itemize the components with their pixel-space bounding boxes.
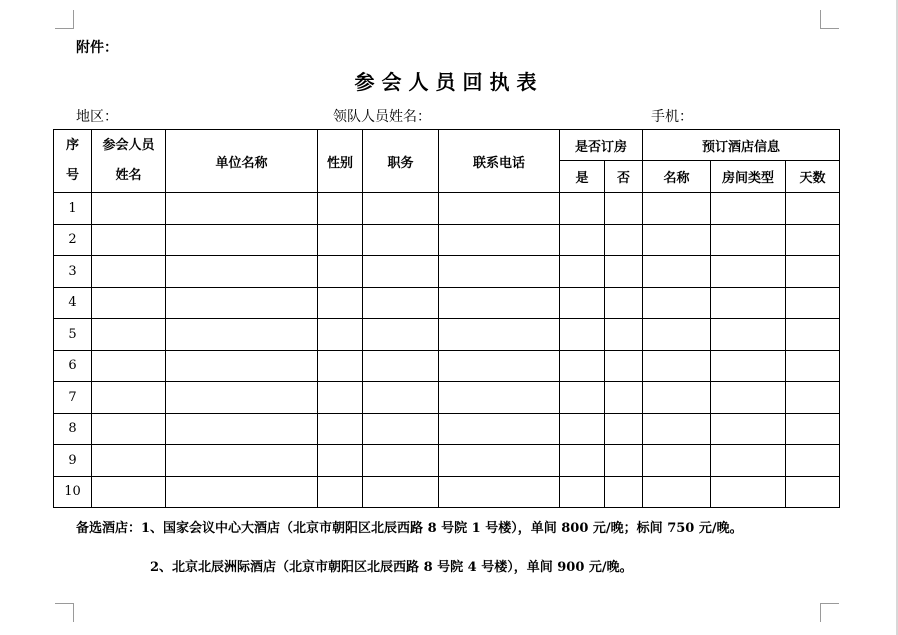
cell-contact-phone[interactable] (439, 413, 560, 445)
table-row (54, 224, 840, 256)
cell-contact-phone[interactable] (439, 256, 560, 288)
table-row (54, 287, 840, 319)
row-number: 8 (54, 413, 92, 445)
cell-gender[interactable] (318, 256, 363, 288)
cell-days[interactable] (786, 413, 840, 445)
cell-hotel-name[interactable] (643, 476, 711, 508)
row-number: 9 (54, 445, 92, 477)
document-title: 参会人员回执表 (354, 70, 544, 94)
cell-hotel-name[interactable] (643, 319, 711, 351)
cell-contact-phone[interactable] (439, 445, 560, 477)
cell-gender[interactable] (318, 413, 363, 445)
cell-booking-yes[interactable] (560, 287, 605, 319)
table-row (54, 350, 840, 382)
cell-gender[interactable] (318, 350, 363, 382)
header-room-type: 房间类型 (711, 161, 786, 193)
cell-room-type[interactable] (711, 224, 786, 256)
cell-booking-yes[interactable] (560, 256, 605, 288)
row-number: 7 (54, 382, 92, 414)
cell-gender[interactable] (318, 224, 363, 256)
cell-unit-name[interactable] (166, 413, 318, 445)
cell-attendee-name[interactable] (92, 382, 166, 414)
cell-booking-yes[interactable] (560, 445, 605, 477)
cell-position[interactable] (363, 256, 439, 288)
cell-room-type[interactable] (711, 256, 786, 288)
cell-room-type[interactable] (711, 413, 786, 445)
table-row (54, 319, 840, 351)
header-days: 天数 (786, 161, 840, 193)
cell-days[interactable] (786, 382, 840, 414)
cell-days[interactable] (786, 193, 840, 225)
cell-booking-no[interactable] (605, 382, 643, 414)
row-number: 10 (54, 476, 92, 508)
table-row (54, 193, 840, 225)
cell-unit-name[interactable] (166, 445, 318, 477)
cell-hotel-name[interactable] (643, 256, 711, 288)
row-number: 6 (54, 350, 92, 382)
cell-contact-phone[interactable] (439, 193, 560, 225)
cell-booking-no[interactable] (605, 319, 643, 351)
cell-attendee-name[interactable] (92, 224, 166, 256)
header-seq-bottom: 号 (65, 168, 79, 183)
table-row (54, 476, 840, 508)
header-hotel-info: 预订酒店信息 (643, 130, 840, 161)
cell-unit-name[interactable] (166, 287, 318, 319)
cell-room-type[interactable] (711, 319, 786, 351)
header-gender: 性别 (318, 130, 363, 193)
cell-days[interactable] (786, 476, 840, 508)
cell-room-type[interactable] (711, 445, 786, 477)
cell-gender[interactable] (318, 287, 363, 319)
cell-booking-yes[interactable] (560, 193, 605, 225)
cell-unit-name[interactable] (166, 350, 318, 382)
cell-room-type[interactable] (711, 287, 786, 319)
cell-days[interactable] (786, 319, 840, 351)
cell-room-type[interactable] (711, 476, 786, 508)
cell-booking-no[interactable] (605, 256, 643, 288)
cell-position[interactable] (363, 382, 439, 414)
cell-gender[interactable] (318, 382, 363, 414)
header-seq-top: 序 (65, 138, 79, 153)
row-number: 3 (54, 256, 92, 288)
cell-gender[interactable] (318, 193, 363, 225)
cell-unit-name[interactable] (166, 382, 318, 414)
cell-booking-yes[interactable] (560, 382, 605, 414)
margin-corner-top-right (820, 10, 839, 29)
header-booking: 是否订房 (560, 130, 643, 161)
cell-booking-no[interactable] (605, 350, 643, 382)
cell-room-type[interactable] (711, 350, 786, 382)
cell-days[interactable] (786, 445, 840, 477)
cell-position[interactable] (363, 193, 439, 225)
cell-days[interactable] (786, 350, 840, 382)
table-row (54, 382, 840, 414)
cell-unit-name[interactable] (166, 224, 318, 256)
table-row (54, 413, 840, 445)
cell-days[interactable] (786, 256, 840, 288)
cell-hotel-name[interactable] (643, 413, 711, 445)
leader-name-label: 领队人员姓名： (333, 109, 431, 125)
cell-position[interactable] (363, 224, 439, 256)
cell-contact-phone[interactable] (439, 224, 560, 256)
cell-contact-phone[interactable] (439, 319, 560, 351)
attachment-label: 附件： (76, 40, 118, 56)
cell-unit-name[interactable] (166, 476, 318, 508)
cell-position[interactable] (363, 445, 439, 477)
cell-unit-name[interactable] (166, 319, 318, 351)
cell-hotel-name[interactable] (643, 287, 711, 319)
cell-hotel-name[interactable] (643, 382, 711, 414)
cell-attendee-name[interactable] (92, 193, 166, 225)
header-attendee (92, 130, 166, 193)
cell-booking-no[interactable] (605, 445, 643, 477)
cell-booking-no[interactable] (605, 287, 643, 319)
cell-attendee-name[interactable] (92, 319, 166, 351)
cell-attendee-name[interactable] (92, 350, 166, 382)
cell-attendee-name[interactable] (92, 445, 166, 477)
region-label: 地区： (76, 109, 118, 125)
cell-hotel-name[interactable] (643, 224, 711, 256)
cell-contact-phone[interactable] (439, 350, 560, 382)
cell-contact-phone[interactable] (439, 287, 560, 319)
row-number: 5 (54, 319, 92, 351)
row-number: 4 (54, 287, 92, 319)
header-contact: 联系电话 (439, 130, 560, 193)
cell-gender[interactable] (318, 319, 363, 351)
table-row (54, 256, 840, 288)
cell-hotel-name[interactable] (643, 193, 711, 225)
cell-contact-phone[interactable] (439, 382, 560, 414)
cell-attendee-name[interactable] (92, 413, 166, 445)
phone-label: 手机： (651, 109, 693, 125)
header-booking-no: 否 (605, 161, 643, 193)
header-hotel-name: 名称 (643, 161, 711, 193)
cell-position[interactable] (363, 413, 439, 445)
cell-attendee-name[interactable] (92, 256, 166, 288)
cell-room-type[interactable] (711, 193, 786, 225)
header-attendee-bottom: 姓名 (115, 168, 142, 183)
cell-days[interactable] (786, 287, 840, 319)
cell-booking-no[interactable] (605, 193, 643, 225)
cell-hotel-name[interactable] (643, 350, 711, 382)
cell-hotel-name[interactable] (643, 445, 711, 477)
cell-room-type[interactable] (711, 382, 786, 414)
row-number: 2 (54, 224, 92, 256)
cell-booking-no[interactable] (605, 224, 643, 256)
cell-position[interactable] (363, 350, 439, 382)
header-booking-yes: 是 (560, 161, 605, 193)
cell-contact-phone[interactable] (439, 476, 560, 508)
hotel-note-2: 2、北京北辰洲际酒店（北京市朝阳区北辰西路 8 号院 4 号楼），单间 900 元/晚。 (150, 560, 633, 575)
cell-days[interactable] (786, 224, 840, 256)
cell-booking-yes[interactable] (560, 224, 605, 256)
cell-position[interactable] (363, 319, 439, 351)
cell-unit-name[interactable] (166, 256, 318, 288)
margin-corner-bottom-left (55, 603, 74, 622)
receipt-table (53, 129, 840, 508)
header-attendee-top: 参会人员 (102, 138, 155, 153)
cell-booking-yes[interactable] (560, 413, 605, 445)
row-number: 1 (54, 193, 92, 225)
cell-gender[interactable] (318, 445, 363, 477)
cell-position[interactable] (363, 287, 439, 319)
header-position: 职务 (363, 130, 439, 193)
cell-gender[interactable] (318, 476, 363, 508)
cell-booking-no[interactable] (605, 476, 643, 508)
cell-attendee-name[interactable] (92, 287, 166, 319)
cell-booking-no[interactable] (605, 413, 643, 445)
header-unit: 单位名称 (166, 130, 318, 193)
cell-position[interactable] (363, 476, 439, 508)
margin-corner-bottom-right (820, 603, 839, 622)
cell-booking-yes[interactable] (560, 476, 605, 508)
hotel-note-1: 备选酒店：1、国家会议中心大酒店（北京市朝阳区北辰西路 8 号院 1 号楼），单间 800 元/晚；标间 750 元/晚。 (76, 521, 743, 536)
table-row (54, 445, 840, 477)
header-seq (54, 130, 92, 193)
margin-corner-top-left (55, 10, 74, 29)
cell-attendee-name[interactable] (92, 476, 166, 508)
cell-booking-yes[interactable] (560, 319, 605, 351)
cell-unit-name[interactable] (166, 193, 318, 225)
cell-booking-yes[interactable] (560, 350, 605, 382)
